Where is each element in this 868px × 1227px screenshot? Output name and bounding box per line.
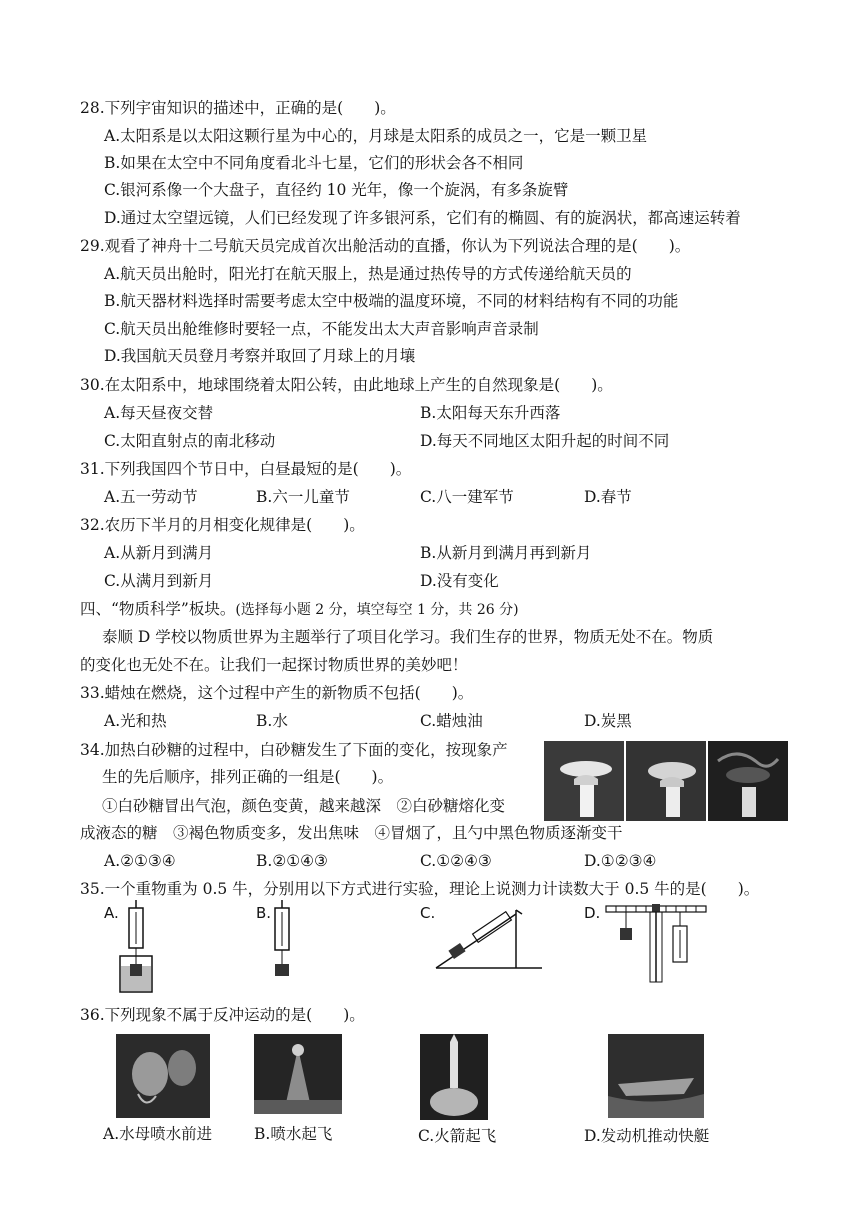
lever-spring-scale-diagram [606,904,706,984]
jellyfish-photo [116,1034,210,1118]
question-28-option-c: C.银河系像一个大盘子，直径约 10 光年，像一个旋涡，有多条旋臂 [104,181,569,199]
question-33-option-d: D.炭黑 [584,712,632,730]
rocket-launch-photo [420,1034,488,1120]
question-34-stem-line-1: 34.加热白砂糖的过程中，白砂糖发生了下面的变化，按现象产 [80,741,508,759]
question-31-option-a: A.五一劳动节 [104,488,198,506]
speedboat-caption: D.发动机推动快艇 [584,1127,710,1145]
question-34-option-b: B.②①④③ [256,852,328,870]
question-28-option-a: A.太阳系是以太阳这颗行星为中心的，月球是太阳系的成员之一，它是一颗卫星 [104,127,648,145]
question-36-stem: 36.下列现象不属于反冲运动的是( )。 [80,1006,365,1024]
question-35-label-a: A. [104,904,119,922]
section-4-heading [80,599,519,620]
water-jet-caption: B.喷水起飞 [254,1125,333,1143]
question-34-option-d: D.①②③④ [584,852,657,870]
question-35-label-b: B. [256,904,272,922]
question-28-stem: 28.下列宇宙知识的描述中，正确的是( )。 [80,99,396,117]
question-30-option-a: A.每天昼夜交替 [104,404,214,422]
question-34-phenomena-line-2: 成液态的糖 ③褐色物质变多，发出焦味 ④冒烟了，且勺中黑色物质逐渐变干 [80,824,623,842]
section-4-scoring-note: (选择每小题 2 分，填空每空 1 分，共 26 分) [235,602,519,618]
question-32-option-a: A.从新月到满月 [104,544,214,562]
question-28-option-d: D.通过太空望远镜，人们已经发现了许多银河系，它们有的椭圆、有的旋涡状，都高速运转着 [104,209,741,227]
question-30-option-b: B.太阳每天东升西落 [420,404,561,422]
speedboat-photo [608,1034,704,1118]
question-29-option-d: D.我国航天员登月考察并取回了月球上的月壤 [104,347,416,365]
question-35-stem: 35.一个重物重为 0.5 牛，分别用以下方式进行实验，理论上说测力计读数大于 0.5 牛的是( )。 [80,880,760,898]
question-30-option-d: D.每天不同地区太阳升起的时间不同 [420,432,670,450]
inclined-plane-diagram [436,900,546,970]
section-4-title: 四、“物质科学”板块。 [80,600,236,618]
question-29-option-b: B.航天器材料选择时需要考虑太空中极端的温度环境，不同的材料结构有不同的功能 [104,292,679,310]
question-29-option-c: C.航天员出舱维修时要轻一点，不能发出太大声音影响声音录制 [104,320,539,338]
question-35-label-c: C. [420,904,436,922]
question-33-option-b: B.水 [256,712,288,730]
rocket-caption: C.火箭起飞 [418,1127,497,1145]
question-29-option-a: A.航天员出舱时，阳光打在航天服上，热是通过热传导的方式传递给航天员的 [104,265,632,283]
question-34-stem-line-2: 生的先后顺序，排列正确的一组是( )。 [102,768,394,786]
question-32-option-c: C.从满月到新月 [104,572,214,590]
sugar-heating-photo-3 [708,741,788,821]
question-29-stem: 29.观看了神舟十二号航天员完成首次出舱活动的直播，你认为下列说法合理的是( )。 [80,237,691,255]
question-31-option-c: C.八一建军节 [420,488,514,506]
question-31-option-b: B.六一儿童节 [256,488,350,506]
section-4-intro-line-1: 泰顺 D 学校以物质世界为主题举行了项目化学习。我们生存的世界，物质无处不在。物质 [102,628,714,646]
spring-scale-beaker-diagram [112,900,172,1000]
question-28-option-b: B.如果在太空中不同角度看北斗七星，它们的形状会各不相同 [104,154,524,172]
question-34-phenomena-line-1: ①白砂糖冒出气泡，颜色变黄，越来越深 ②白砂糖熔化变 [102,797,506,815]
question-33-option-c: C.蜡烛油 [420,712,483,730]
water-jet-flying-photo [254,1034,342,1114]
section-4-intro-line-2: 的变化也无处不在。让我们一起探讨物质世界的美妙吧！ [80,656,468,674]
question-32-option-b: B.从新月到满月再到新月 [420,544,592,562]
question-31-option-d: D.春节 [584,488,632,506]
question-32-option-d: D.没有变化 [420,572,499,590]
sugar-heating-photo-2 [626,741,706,821]
question-31-stem: 31.下列我国四个节日中，白昼最短的是( )。 [80,460,412,478]
spring-scale-weight-diagram [264,900,314,990]
question-34-option-a: A.②①③④ [104,852,176,870]
question-33-option-a: A.光和热 [104,712,167,730]
question-33-stem: 33.蜡烛在燃烧，这个过程中产生的新物质不包括( )。 [80,684,474,702]
question-32-stem: 32.农历下半月的月相变化规律是( )。 [80,516,365,534]
question-34-option-c: C.①②④③ [420,852,492,870]
jellyfish-caption: A.水母喷水前进 [103,1125,213,1143]
question-35-label-d: D. [584,904,601,922]
question-30-option-c: C.太阳直射点的南北移动 [104,432,276,450]
question-30-stem: 30.在太阳系中，地球围绕着太阳公转，由此地球上产生的自然现象是( )。 [80,376,613,394]
sugar-heating-photo-1 [544,741,624,821]
